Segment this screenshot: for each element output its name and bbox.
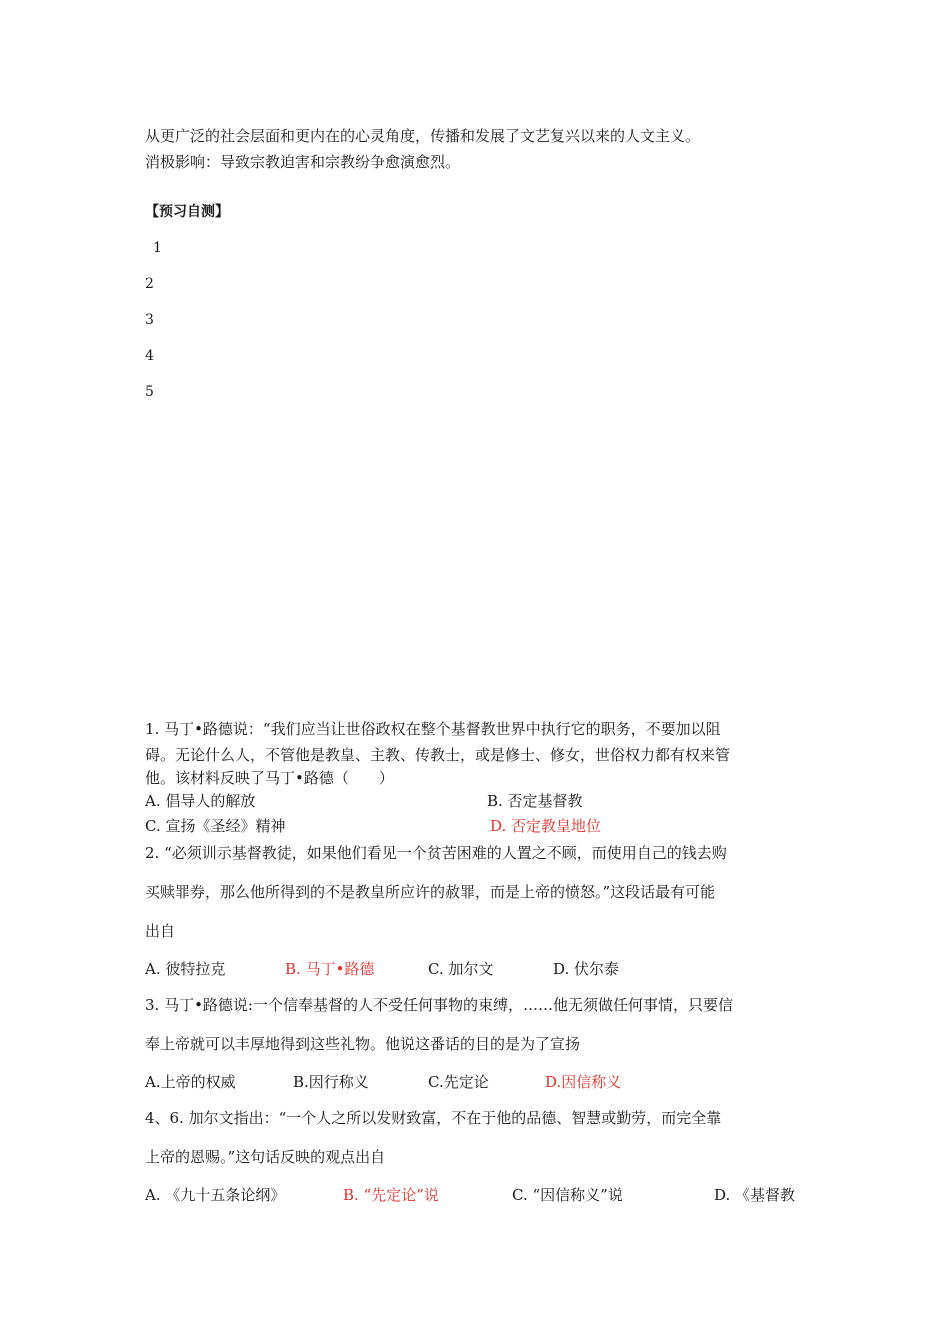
- q4-stem-line-1: 4、6. 加尔文指出：“一个人之所以发财致富，不在于他的品德、智慧或勤劳，而完全靠: [145, 1109, 722, 1127]
- q1-stem-line-1: 1. 马丁•路德说：“我们应当让世俗政权在整个基督教世界中执行它的职务，不要加以阻: [145, 720, 721, 738]
- q4-option-c: C. “因信称义”说: [512, 1186, 623, 1204]
- list-item-number: 1: [153, 240, 162, 256]
- q1-stem-line-3: 他。该材料反映了马丁•路德（ ）: [145, 769, 394, 787]
- q4-option-d: D. 《基督教: [714, 1186, 796, 1204]
- q3-option-d-answer: D.因信称义: [545, 1073, 622, 1091]
- q3-stem-line-2: 奉上帝就可以丰厚地得到这些礼物。他说这番话的目的是为了宣扬: [145, 1035, 581, 1053]
- q2-stem-line-3: 出自: [145, 922, 176, 940]
- q3-stem-line-1: 3. 马丁•路德说:一个信奉基督的人不受任何事物的束缚，……他无须做任何事情，只要信: [145, 996, 733, 1014]
- q2-option-d: D. 伏尔泰: [553, 960, 620, 978]
- q4-stem-line-2: 上帝的恩赐。”这句话反映的观点出自: [145, 1148, 386, 1166]
- q2-stem-line-1: 2. “必须训示基督教徒，如果他们看见一个贫苦困难的人置之不顾，而使用自己的钱去购: [145, 844, 727, 862]
- list-item-number: 3: [145, 312, 154, 328]
- intro-line-1: 从更广泛的社会层面和更内在的心灵角度，传播和发展了文艺复兴以来的人文主义。: [145, 127, 701, 145]
- q2-option-a: A. 彼特拉克: [145, 960, 226, 978]
- section-title: 【预习自测】: [145, 204, 229, 220]
- q3-option-a: A.上帝的权威: [145, 1073, 236, 1091]
- q3-option-c: C.先定论: [428, 1073, 489, 1091]
- intro-line-2: 消极影响：导致宗教迫害和宗教纷争愈演愈烈。: [145, 153, 461, 171]
- q1-option-a: A. 倡导人的解放: [145, 792, 256, 810]
- q2-option-b-answer: B. 马丁•路德: [285, 960, 375, 978]
- q3-option-b: B.因行称义: [293, 1073, 369, 1091]
- q1-option-b: B. 否定基督教: [487, 792, 583, 810]
- q2-stem-line-2: 买赎罪券，那么他所得到的不是教皇所应许的赦罪，而是上帝的愤怒。”这段话最有可能: [145, 883, 716, 901]
- list-item-number: 5: [145, 384, 154, 400]
- q1-option-d-answer: D. 否定教皇地位: [490, 817, 602, 835]
- q1-stem-line-2: 碍。无论什么人，不管他是教皇、主教、传教士，或是修士、修女，世俗权力都有权来管: [145, 746, 731, 764]
- q4-option-b-answer: B. “先定论”说: [343, 1186, 439, 1204]
- list-item-number: 4: [145, 348, 154, 364]
- list-item-number: 2: [145, 276, 154, 292]
- q4-option-a: A. 《九十五条论纲》: [145, 1186, 286, 1204]
- q2-option-c: C. 加尔文: [428, 960, 494, 978]
- q1-option-c: C. 宣扬《圣经》精神: [145, 817, 286, 835]
